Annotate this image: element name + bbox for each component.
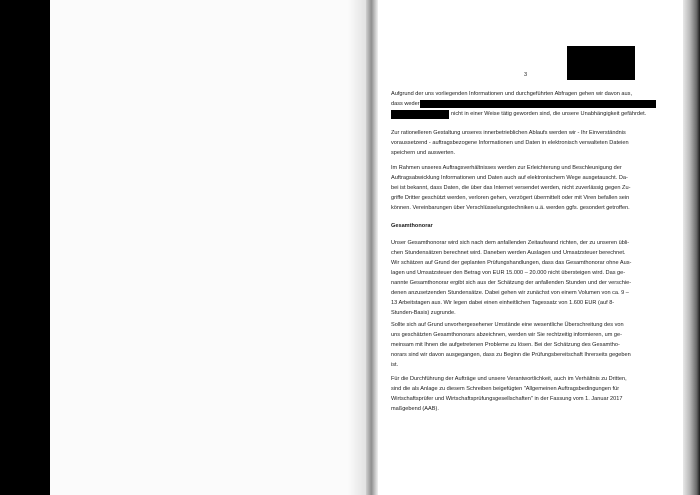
para-honorar-line: Unser Gesamthonorar wird sich nach dem anfallenden Zeitaufwand richten, der zu unseren übli- (391, 240, 630, 246)
para-overrun-line: ist. (391, 362, 399, 368)
para-overrun-line: Sollte sich auf Grund unvorhergesehener Umstände eine wesentliche Überschreitung des von (391, 322, 624, 328)
para-overrun-line: norars sind wir davon ausgegangen, dass zu Beginn die Prüfungsbereitschaft Ihrerseits gegeben (391, 352, 631, 358)
para-aab-line: sind die als Anlage zu diesem Schreiben beigefügten "Allgemeinen Auftragsbedingungen für (391, 386, 620, 392)
para-internet-line: können. Vereinbarungen über Verschlüsselungstechniken u.ä. werden ggfs. gesondert getroffen. (391, 205, 630, 211)
page-gutter-shadow (348, 0, 366, 495)
section-heading-gesamthonorar: Gesamthonorar (391, 223, 433, 229)
redaction-bar-names (420, 100, 656, 108)
para-honorar-line: 13 Arbeitstagen aus. Wir legen dabei einen einheitlichen Tagessatz von 1.600 EUR (auf 8- (391, 300, 615, 306)
para-honorar-line: Stunden-Basis) zugrunde. (391, 310, 456, 316)
para-honorar-line: nannte Gesamthonorar ergibt sich aus der Schätzung der anfallenden Stunden und der verschie- (391, 280, 632, 286)
para-internet-line: Auftragsabwicklung Informationen und Daten auch auf elektronischem Wege ausgetauscht. Da- (391, 175, 628, 181)
para-honorar-line: denen anzusetzenden Stundensätze. Dabei gehen wir zunächst von einem Volumen von ca. 9 – (391, 290, 629, 296)
para-internet-line: Im Rahmen unseres Auftragsverhältnisses werden zur Erleichterung und Beschleunigung der (391, 165, 622, 171)
redaction-block-logo (567, 46, 635, 80)
para-honorar-line: lagen und Umsatzsteuer den Betrag von EUR 15.000 – 20.000 nicht übersteigen wird. Das ge- (391, 270, 626, 276)
para-data-line: speichern und auswerten. (391, 150, 456, 156)
para-honorar-line: chen Stundensätzen berechnet wird. Daneben werden Auslagen und Umsatzsteuer berechnet. (391, 250, 626, 256)
para-overrun-line: uns geschätzten Gesamthonorars abzeichnen, werden wir Sie rechtzeitig informieren, um ge- (391, 332, 623, 338)
para-data-line: voraussetzend - auftragsbezogene Informationen und Daten in elektronisch verwalteten Dateien (391, 140, 629, 146)
page-number: 3 (524, 72, 528, 78)
redaction-bar-names-2 (391, 110, 449, 119)
intro-line-2: dass weder (391, 101, 420, 107)
intro-line-1: Aufgrund der uns vorliegenden Informationen und durchgeführten Abfragen gehen wir davon aus, (391, 91, 633, 97)
page-stack-edge (683, 0, 700, 495)
para-aab-line: Für die Durchführung der Aufträge und unsere Verantwortlichkeit, auch im Verhältnis zu Dritten, (391, 376, 627, 382)
para-aab-line: maßgebend (AAB). (391, 406, 439, 412)
left-blank-page (50, 0, 366, 495)
book-spine (366, 0, 378, 495)
para-internet-line: griffe Dritter geschützt werden, verloren gehen, verzögert übermittelt oder mit Viren befallen sein (391, 195, 630, 201)
para-aab-line: Wirtschaftsprüfer und Wirtschaftsprüfungsgesellschaften" in der Fassung vom 1. Januar 2017 (391, 396, 623, 402)
intro-line-3: nicht in einer Weise tätig geworden sind, die unsere Unabhängigkeit gefährdet. (451, 111, 647, 117)
para-internet-line: bei ist bekannt, dass Daten, die über das Internet versendet werden, nicht zuverlässig gegen Zu- (391, 185, 631, 191)
para-honorar-line: Wir schätzen auf Grund der geplanten Prüfungshandlungen, dass das Gesamthonorar ohne Aus- (391, 260, 632, 266)
para-data-line: Zur rationelleren Gestaltung unseres innerbetrieblichen Ablaufs werden wir - Ihr Einverständnis (391, 130, 626, 136)
para-overrun-line: meinsam mit Ihnen die aufgetretenen Probleme zu lösen. Bei der Schätzung des Gesamtho- (391, 342, 620, 348)
